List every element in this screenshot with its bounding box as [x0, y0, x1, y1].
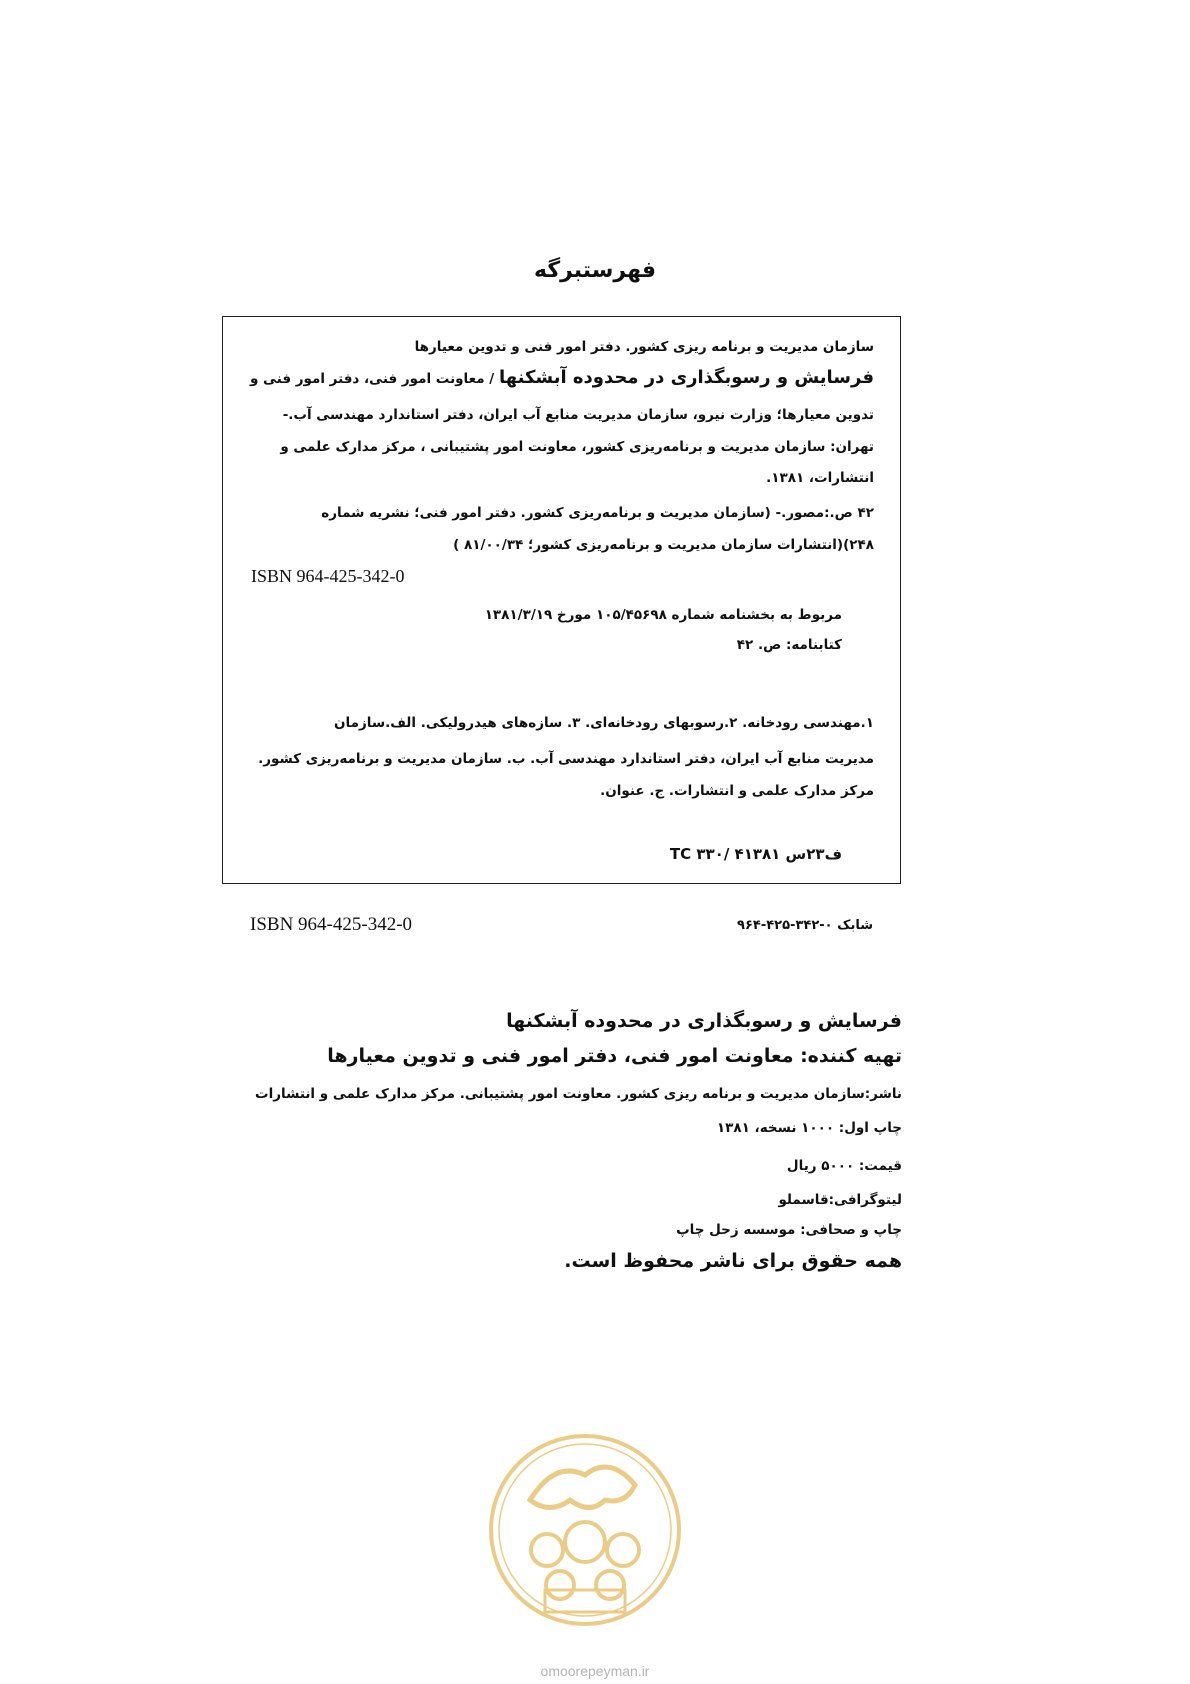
card-line-3: تدوین معیارها؛ وزارت نیرو، سازمان مدیریت منابع آب ایران، دفتر استاندارد مهندسی آب.- — [282, 407, 874, 423]
imprint-printing: چاپ و صحافی: موسسه زحل چاپ — [676, 1222, 902, 1238]
seal-outer-ring — [491, 1436, 679, 1624]
card-title-rest: / معاونت امور فنی، دفتر امور فنی و — [249, 371, 495, 387]
card-line-4: تهران: سازمان مدیریت و برنامه‌ریزی کشور، معاونت امور پشتیبانی ، مرکز مدارک علمی و — [280, 439, 874, 455]
card-line-7: ۲۴۸)(انتشارات سازمان مدیریت و برنامه‌ریزی کشور؛ ۸۱/۰۰/۳۴ ) — [453, 537, 874, 553]
imprint-lithography: لیتوگرافی:قاسملو — [778, 1192, 902, 1208]
page-title: فهرستبرگه — [533, 258, 657, 283]
card-line-5: انتشارات، ۱۳۸۱. — [766, 470, 874, 486]
imprint-prepared-by: تهیه کننده: معاونت امور فنی، دفتر امور فنی و تدوین معیارها — [327, 1045, 902, 1067]
card-line-13: مرکز مدارک علمی و انتشارات. ج. عنوان. — [600, 783, 874, 799]
card-line-12: مدیریت منابع آب ایران، دفتر استاندارد مهندسی آب. ب. سازمان مدیریت و برنامه‌ریزی کشور. — [258, 751, 874, 767]
watermark-url: omoorepeyman.ir — [540, 1663, 650, 1679]
seal-calligraphy-icon — [530, 1467, 635, 1508]
imprint-rights: همه حقوق برای ناشر محفوظ است. — [564, 1250, 902, 1272]
watermark-seal-icon — [485, 1430, 685, 1630]
imprint-publisher: ناشر:سازمان مدیریت و برنامه ریزی کشور. معاونت امور پشتیبانی. مرکز مدارک علمی و انتشارات — [255, 1086, 902, 1102]
card-line-circular: مربوط به بخشنامه شماره ۱۰۵/۴۵۶۹۸ مورخ ۱۳۸۱/۳/۱۹ — [484, 607, 842, 623]
card-line-bibliography: کتابنامه: ص. ۴۲ — [736, 637, 842, 653]
card-line-subjects: ۱.مهندسی رودخانه. ۲.رسوبهای رودخانه‌ای. ۳. سازه‌های هیدرولیکی. الف.سازمان — [334, 715, 874, 731]
card-line-author: سازمان مدیریت و برنامه ریزی کشور. دفتر امور فنی و تدوین معیارها — [414, 339, 874, 355]
card-line-6: ۴۲ ص.:مصور.- (سازمان مدیریت و برنامه‌ریزی کشور. دفتر امور فنی؛ نشریه شماره — [321, 505, 874, 521]
imprint-first-print: چاپ اول: ۱۰۰۰ نسخه، ۱۳۸۱ — [716, 1120, 902, 1136]
imprint-price: قیمت: ۵۰۰۰ ریال — [786, 1158, 902, 1174]
card-call-number: TC ۳۳۰/ ۴ف۲۳س ۱۳۸۱ — [669, 845, 842, 863]
shabak: شابک ۰-۳۴۲-۴۲۵-۹۶۴ — [737, 918, 873, 933]
imprint-book-title: فرسایش و رسوبگذاری در محدوده آبشکنها — [506, 1010, 902, 1032]
seal-base-icon — [545, 1590, 625, 1612]
isbn-outside: ISBN 964-425-342-0 — [250, 914, 413, 935]
card-isbn: ISBN 964-425-342-0 — [251, 566, 405, 586]
seal-gears-icon — [531, 1522, 639, 1599]
card-title-bold: فرسایش و رسوبگذاری در محدوده آبشکنها — [498, 367, 874, 388]
card-line-title — [250, 369, 874, 387]
catalog-card — [222, 316, 901, 884]
